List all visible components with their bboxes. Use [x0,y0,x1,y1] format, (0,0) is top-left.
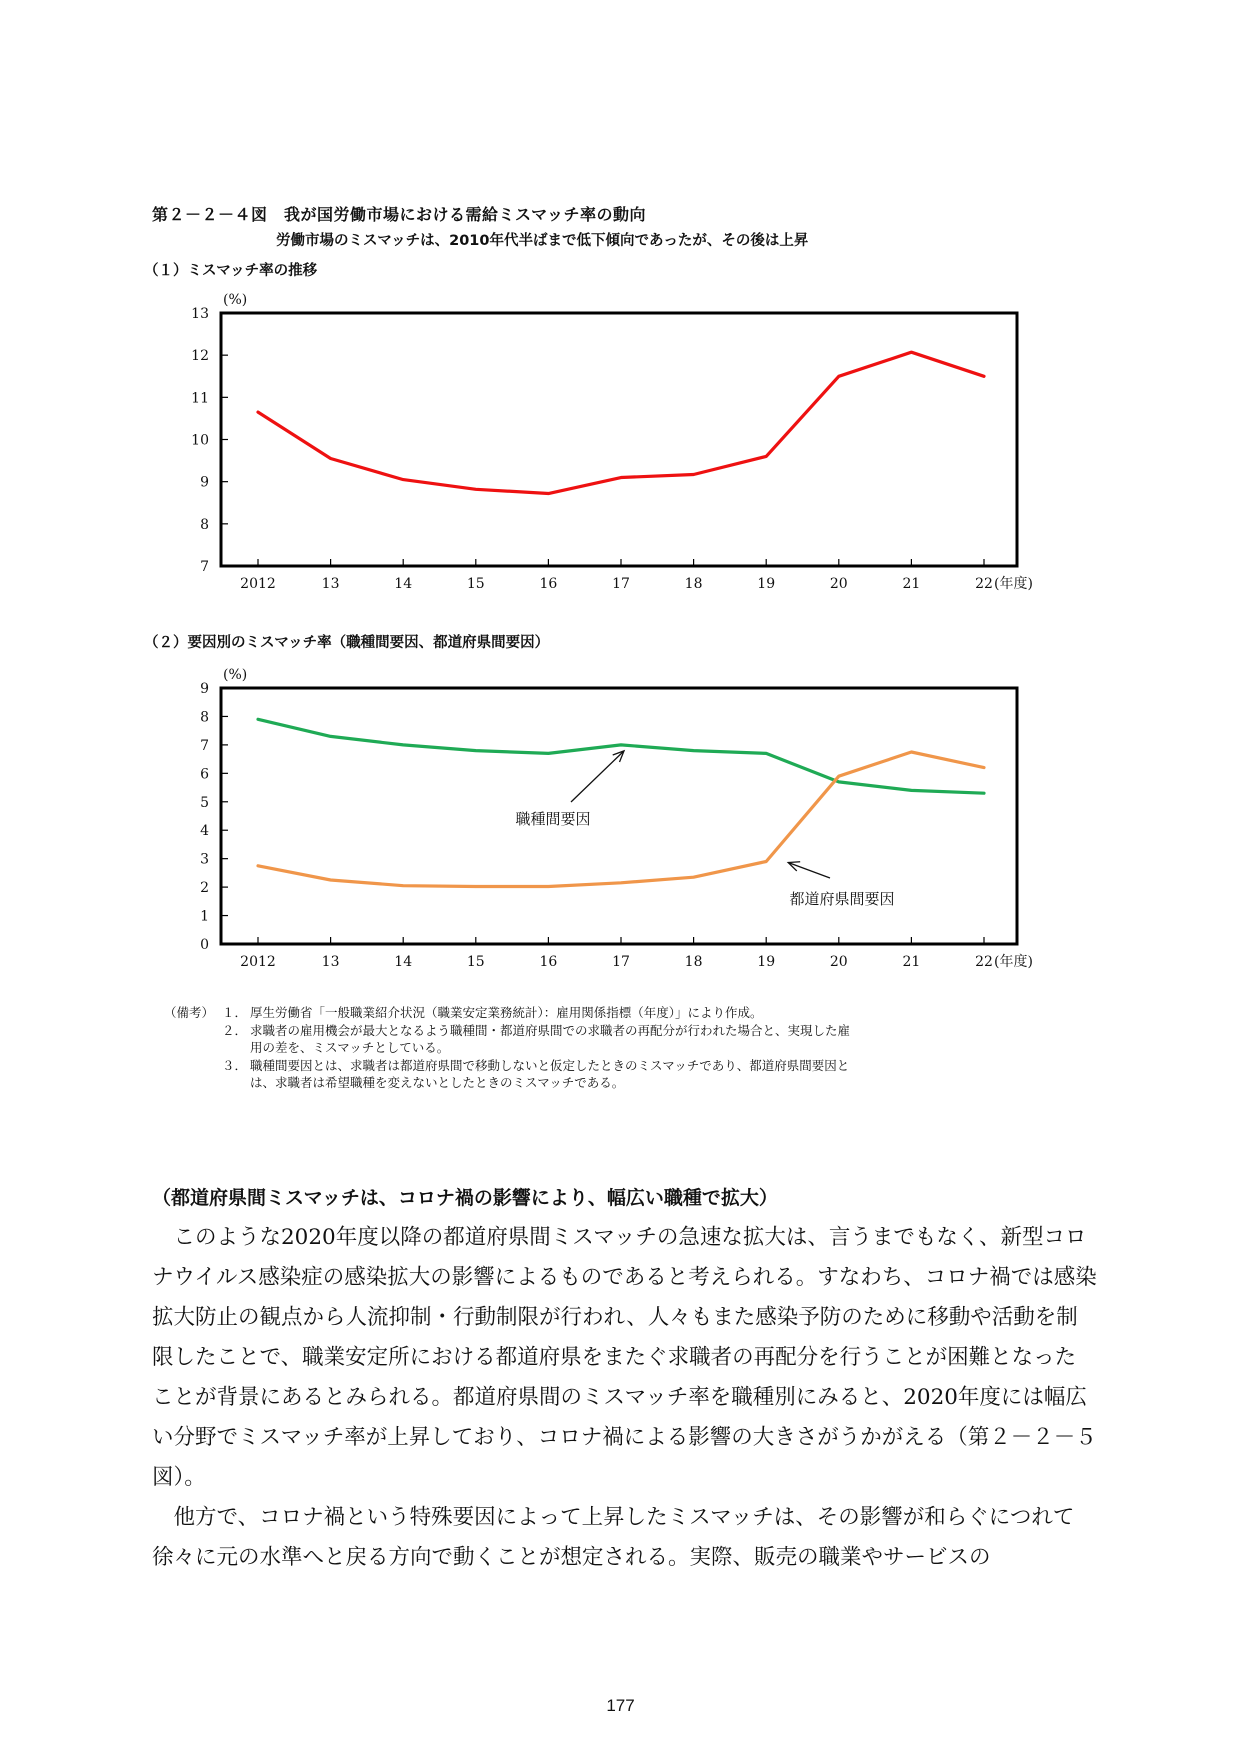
paragraph: 他方で、コロナ禍という特殊要因によって上昇したミスマッチは、その影響が和らぐにつれて徐々に元の水準へと戻る方向で動くことが想定される。実際、販売の職業やサービスの [152,1505,1075,1570]
y-tick-label: 1 [200,908,209,925]
figure-title: 第２－２－４図 我が国労働市場における需給ミスマッチ率の動向 [152,205,647,224]
panel2-title: （２）要因別のミスマッチ率（職種間要因、都道府県間要因） [144,635,550,651]
series-label-prefecture: 都道府県間要因 [789,890,895,908]
x-tick-label: 17 [612,576,630,592]
x-tick-label: 18 [684,954,703,970]
y-tick-label: 13 [191,306,209,322]
y-tick-label: 5 [200,794,209,811]
plot-frame [221,313,1017,566]
y-tick-label: 4 [200,823,209,840]
annotation-arrow [788,863,830,878]
y-tick-label: 8 [200,516,209,533]
note-number: ２． [222,1022,248,1038]
x-tick-label: 15 [466,954,485,970]
x-tick-label: 20 [829,576,848,592]
x-tick-label: 2012 [240,576,276,592]
y-tick-label: 12 [191,348,209,365]
note-text-continued: 用の差を、ミスマッチとしている。 [250,1040,450,1055]
x-tick-label: 22 [975,954,993,970]
x-tick-label: 17 [612,954,630,970]
series-line-0 [258,719,984,793]
y-unit-label: (%) [223,292,248,308]
note-number: １． [222,1005,248,1020]
note-number: ３． [222,1057,248,1073]
y-tick-label: 3 [200,851,209,868]
y-unit-label: (%) [223,667,248,683]
note-text: 厚生労働省「一般職業紹介状況（職業安定業務統計）：雇用関係指標（年度）」により作成。 [250,1005,763,1020]
y-tick-label: 7 [200,737,209,754]
series-line-1 [258,752,984,887]
x-tick-label: 16 [539,576,558,592]
note-text-continued: は、求職者は希望職種を変えないとしたときのミスマッチである。 [250,1075,625,1090]
notes-label: （備考） [164,1005,215,1020]
y-tick-label: 11 [191,390,209,407]
x-tick-label: 14 [394,576,413,592]
mismatch-rate-chart [0,270,1241,610]
plot-frame [221,688,1017,944]
x-tick-label: 15 [466,576,485,592]
x-tick-label: 21 [902,954,921,970]
x-tick-label: 22 [975,576,993,592]
x-tick-label: 21 [902,576,921,592]
x-unit-label: (年度) [994,576,1033,592]
x-tick-label: 16 [539,954,558,970]
x-tick-label: 13 [321,954,340,970]
y-tick-label: 9 [200,681,209,697]
y-tick-label: 9 [200,474,209,491]
section-heading: （都道府県間ミスマッチは、コロナ禍の影響により、幅広い職種で拡大） [152,1187,778,1209]
panel1-title: （１）ミスマッチ率の推移 [144,263,318,279]
x-tick-label: 19 [757,576,776,592]
body-text [152,1218,1097,1578]
y-tick-label: 10 [191,432,209,449]
x-tick-label: 20 [829,954,848,970]
x-tick-label: 18 [684,576,703,592]
y-tick-label: 6 [200,766,209,783]
note-text: 職種間要因とは、求職者は都道府県間で移動しないと仮定したときのミスマッチであり、都道府県間要因と [250,1057,850,1073]
x-tick-label: 2012 [240,954,276,970]
x-tick-label: 13 [321,576,340,592]
x-tick-label: 14 [394,954,413,970]
y-tick-label: 0 [200,937,209,953]
figure-notes [164,1004,850,1092]
x-unit-label: (年度) [994,954,1033,970]
y-tick-label: 8 [200,709,209,726]
paragraph: このような2020年度以降の都道府県間ミスマッチの急速な拡大は、言うまでもなく、新型コロナウイルス感染症の感染拡大の影響によるものであると考えられる。すなわち、コロナ禍では感染拡大防止の観点から人流抑制・行動制限が行われ、人々もまた感染予防のために移動や活動を制限したことで、職業安定所における都道府県をまたぐ求職者の再配分を行うことが困難となったことが背景にあるとみられる。都道府県間のミスマッチ率を職種別にみると、2020年度には幅広い分野でミスマッチ率が上昇しており、コロナ禍による影響の大きさがうかがえる（第２－２－５図）。 [152,1225,1097,1490]
note-text: 求職者の雇用機会が最大となるよう職種間・都道府県間での求職者の再配分が行われた場合と、実現した雇 [250,1022,851,1038]
factor-mismatch-chart [0,660,1241,990]
figure-subtitle: 労働市場のミスマッチは、2010年代半ばまで低下傾向であったが、その後は上昇 [276,233,809,249]
page-number: 177 [606,1696,635,1715]
series-label-occupation: 職種間要因 [515,810,591,828]
y-tick-label: 7 [200,559,209,575]
y-tick-label: 2 [200,880,209,897]
x-tick-label: 19 [757,954,776,970]
annotation-arrow [571,751,624,802]
series-line-0 [258,352,984,493]
